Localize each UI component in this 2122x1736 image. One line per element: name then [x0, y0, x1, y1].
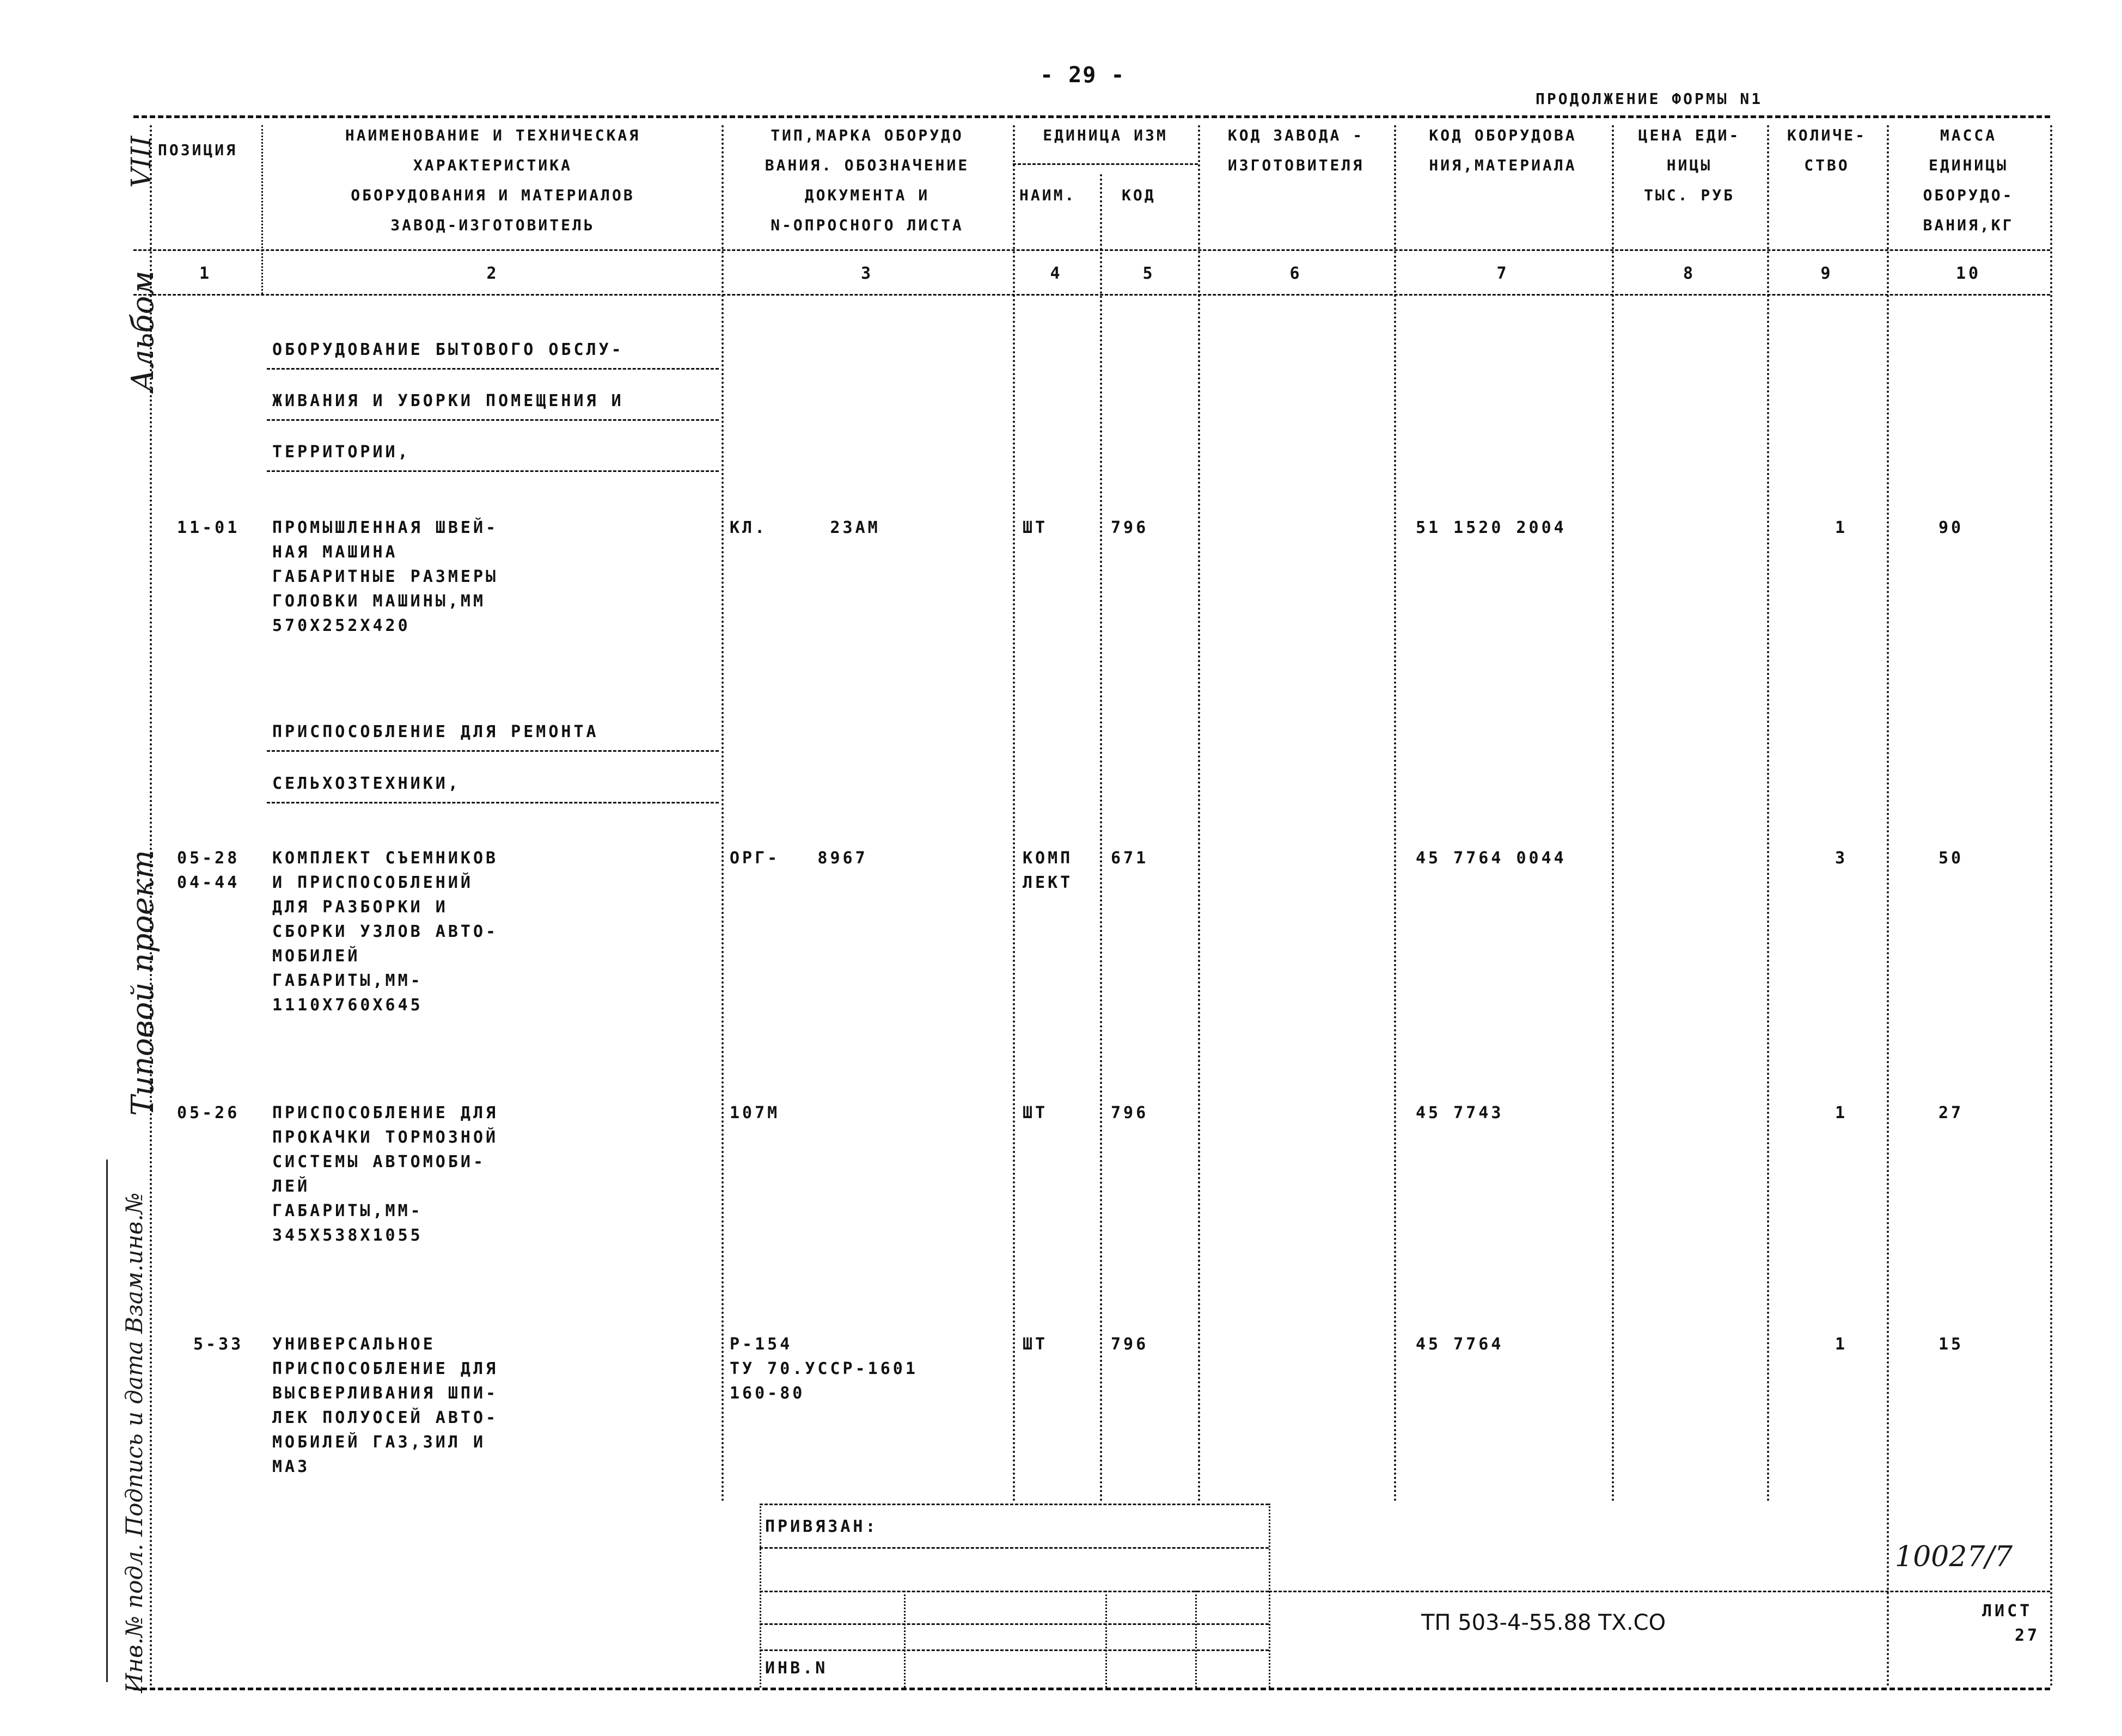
header-unit-code: КОД — [1122, 186, 1156, 204]
col-sep-6 — [1394, 125, 1396, 1502]
row-unit-code: 796 — [1111, 518, 1149, 537]
row-name-line: ВЫСВЕРЛИВАНИЯ ШПИ- — [272, 1384, 499, 1403]
row-name-line: СИСТЕМЫ АВТОМОБИ- — [272, 1152, 486, 1171]
col-sep-8 — [1767, 125, 1769, 1502]
column-number-4: 4 — [1050, 264, 1063, 283]
row-name-line: И ПРИСПОСОБЛЕНИЙ — [272, 873, 473, 892]
col-sep-9 — [1887, 125, 1889, 1688]
row-position: 05-28 — [177, 849, 240, 868]
row-unit-code: 796 — [1111, 1335, 1149, 1354]
column-number-3: 3 — [860, 264, 874, 283]
section-heading-line: ЖИВАНИЯ И УБОРКИ ПОМЕЩЕНИЯ И — [272, 391, 624, 410]
column-number-6: 6 — [1289, 264, 1302, 283]
row-name-line: ЛЕЙ — [272, 1177, 310, 1196]
row-name-line: ПРОКАЧКИ ТОРМОЗНОЙ — [272, 1128, 499, 1147]
row-equipment-code: 45 7743 — [1416, 1103, 1504, 1122]
row-name-line: 345Х538Х1055 — [272, 1226, 423, 1245]
header-unit-group: ЕДИНИЦА ИЗМ — [1043, 126, 1168, 144]
row-quantity: 1 — [1835, 1335, 1848, 1354]
row-unit-name: КОМП — [1023, 849, 1073, 868]
column-number-10: 10 — [1955, 264, 1982, 283]
header-unit-name: НАИМ. — [1019, 186, 1077, 204]
col-sep-1-head — [261, 125, 263, 294]
section-underline — [267, 419, 719, 421]
col-sep-5 — [1198, 125, 1200, 1502]
row-name-line: ГОЛОВКИ МАШИНЫ,ММ — [272, 592, 486, 611]
row-unit-code: 671 — [1111, 849, 1149, 868]
column-number-2: 2 — [486, 264, 499, 283]
header-mass-line3: ОБОРУДО- — [1923, 186, 2014, 204]
album-number: VIII — [125, 136, 157, 188]
header-manufacturer-line2: ИЗГОТОВИТЕЛЯ — [1227, 156, 1365, 174]
header-price-line1: ЦЕНА ЕДИ- — [1638, 126, 1741, 144]
row-type: 107М — [730, 1103, 780, 1122]
row-mass: 50 — [1938, 849, 1964, 868]
row-quantity: 1 — [1835, 518, 1848, 537]
row-type: Р-154 — [730, 1335, 793, 1354]
margin-stamp-border — [106, 1160, 108, 1682]
row-mass: 27 — [1938, 1103, 1964, 1122]
document-code: ТП 503-4-55.88 ТХ.СО — [1421, 1610, 1666, 1635]
col-sep-7 — [1612, 125, 1614, 1502]
header-name-line3: ОБОРУДОВАНИЯ И МАТЕРИАЛОВ — [351, 186, 635, 204]
inventory-stamp-label: Инв.№ подл. Подпись и дата Взам.инв.№ — [121, 1192, 148, 1693]
stamp-border — [1105, 1591, 1107, 1688]
stamp-border — [1269, 1504, 1270, 1688]
row-name-line: ПРОМЫШЛЕННАЯ ШВЕЙ- — [272, 518, 499, 537]
linked-label: ПРИВЯЗАН: — [765, 1517, 878, 1536]
row-position: 11-01 — [177, 518, 240, 537]
section-underline — [267, 802, 719, 803]
header-mass-line2: ЕДИНИЦЫ — [1928, 156, 2008, 174]
row-name-line: НАЯ МАШИНА — [272, 543, 398, 562]
header-mass-line4: ВАНИЯ,КГ — [1923, 216, 2014, 234]
row-name-line: ГАБАРИТЫ,ММ- — [272, 1201, 423, 1220]
row-name-line: ПРИСПОСОБЛЕНИЕ ДЛЯ — [272, 1103, 499, 1122]
table-bottom-border — [133, 1688, 2050, 1690]
row-unit-name: ШТ — [1023, 518, 1048, 537]
section-underline — [267, 470, 719, 472]
row-type: КЛ. 23АМ — [730, 518, 880, 537]
unit-subheader-border — [1013, 163, 1198, 165]
header-position: ПОЗИЦИЯ — [158, 141, 238, 159]
section-heading-line: СЕЛЬХОЗТЕХНИКИ, — [272, 774, 461, 793]
row-name-line: ГАБАРИТНЫЕ РАЗМЕРЫ — [272, 567, 499, 586]
column-number-1: 1 — [199, 264, 212, 283]
header-quantity-line1: КОЛИЧЕ- — [1787, 126, 1867, 144]
stamp-border — [760, 1504, 1269, 1505]
row-position: 04-44 — [177, 873, 240, 892]
column-numbers-border — [133, 294, 2050, 296]
row-name-line: МОБИЛЕЙ — [272, 947, 360, 966]
row-name-line: ГАБАРИТЫ,ММ- — [272, 971, 423, 990]
column-number-7: 7 — [1496, 264, 1509, 283]
header-type-line3: ДОКУМЕНТА И — [804, 186, 930, 204]
stamp-border — [760, 1547, 1269, 1549]
row-unit-code: 796 — [1111, 1103, 1149, 1122]
stamp-border — [904, 1591, 906, 1688]
stamp-border — [760, 1649, 1269, 1651]
row-equipment-code: 45 7764 — [1416, 1335, 1504, 1354]
col-sep-4 — [1100, 174, 1102, 1502]
stamp-border — [1195, 1591, 1197, 1688]
row-unit-name: ШТ — [1023, 1335, 1048, 1354]
inventory-label: ИНВ.N — [765, 1659, 828, 1678]
header-type-line2: ВАНИЯ. ОБОЗНАЧЕНИЕ — [765, 156, 970, 174]
section-underline — [267, 750, 719, 752]
row-name-line: ДЛЯ РАЗБОРКИ И — [272, 898, 448, 917]
header-type-line4: N-ОПРОСНОГО ЛИСТА — [770, 216, 964, 234]
header-equipment-code-line2: НИЯ,МАТЕРИАЛА — [1429, 156, 1577, 174]
row-name-line: УНИВЕРСАЛЬНОЕ — [272, 1335, 436, 1354]
header-name-line2: ХАРАКТЕРИСТИКА — [413, 156, 572, 174]
section-underline — [267, 368, 719, 370]
project-label: Типовой проект — [125, 850, 161, 1116]
section-heading-line: ПРИСПОСОБЛЕНИЕ ДЛЯ РЕМОНТА — [272, 722, 599, 741]
stamp-border — [760, 1504, 761, 1688]
header-price-line3: ТЫС. РУБ — [1644, 186, 1735, 204]
header-quantity-line2: СТВО — [1804, 156, 1850, 174]
header-mass-line1: МАССА — [1940, 126, 1997, 144]
header-price-line2: НИЦЫ — [1666, 156, 1713, 174]
row-type: ТУ 70.УССР-1601 — [730, 1359, 918, 1378]
header-type-line1: ТИП,МАРКА ОБОРУДО — [770, 126, 964, 144]
col-sep-2 — [721, 125, 724, 1502]
column-number-8: 8 — [1683, 264, 1696, 283]
continuation-label: ПРОДОЛЖЕНИЕ ФОРМЫ N1 — [1536, 90, 1763, 108]
row-name-line: СБОРКИ УЗЛОВ АВТО- — [272, 922, 499, 941]
table-top-border — [133, 115, 2050, 118]
header-name-line4: ЗАВОД-ИЗГОТОВИТЕЛЬ — [390, 216, 595, 234]
header-name-line1: НАИМЕНОВАНИЕ И ТЕХНИЧЕСКАЯ — [345, 126, 641, 144]
col-sep-3 — [1013, 125, 1015, 1502]
column-number-9: 9 — [1820, 264, 1833, 283]
row-name-line: МАЗ — [272, 1457, 310, 1476]
column-number-5: 5 — [1142, 264, 1155, 283]
row-unit-name: ШТ — [1023, 1103, 1048, 1122]
album-label: Альбом — [125, 271, 161, 392]
row-mass: 90 — [1938, 518, 1964, 537]
page-number: - 29 - — [1040, 63, 1126, 88]
row-position: 5-33 — [193, 1335, 244, 1354]
row-name-line: 570Х252Х420 — [272, 616, 411, 635]
sheet-label: ЛИСТ — [1982, 1602, 2033, 1621]
row-name-line: ЛЕК ПОЛУОСЕЙ АВТО- — [272, 1408, 499, 1427]
row-equipment-code: 51 1520 2004 — [1416, 518, 1567, 537]
row-equipment-code: 45 7764 0044 — [1416, 849, 1567, 868]
row-name-line: КОМПЛЕКТ СЪЕМНИКОВ — [272, 849, 499, 868]
col-sep-left — [150, 125, 152, 1688]
header-bottom-border — [133, 249, 2050, 251]
row-unit-name: ЛЕКТ — [1023, 873, 1073, 892]
header-manufacturer-line1: КОД ЗАВОДА - — [1227, 126, 1365, 144]
row-quantity: 3 — [1835, 849, 1848, 868]
section-heading-line: ТЕРРИТОРИИ, — [272, 443, 411, 462]
header-equipment-code-line1: КОД ОБОРУДОВА — [1429, 126, 1577, 144]
sheet-number: 27 — [2015, 1626, 2040, 1645]
row-mass: 15 — [1938, 1335, 1964, 1354]
stamp-border — [760, 1623, 1269, 1625]
row-quantity: 1 — [1835, 1103, 1848, 1122]
stamp-border — [1269, 1591, 2050, 1592]
row-position: 05-26 — [177, 1103, 240, 1122]
col-sep-right — [2050, 125, 2052, 1688]
row-name-line: МОБИЛЕЙ ГАЗ,ЗИЛ И — [272, 1433, 486, 1452]
section-heading-line: ОБОРУДОВАНИЕ БЫТОВОГО ОБСЛУ- — [272, 340, 624, 359]
row-type: 160-80 — [730, 1384, 805, 1403]
stamp-border — [760, 1591, 1269, 1592]
row-name-line: 1110Х760Х645 — [272, 996, 423, 1015]
row-name-line: ПРИСПОСОБЛЕНИЕ ДЛЯ — [272, 1359, 499, 1378]
row-type: ОРГ- 8967 — [730, 849, 868, 868]
order-number: 10027/7 — [1895, 1541, 2013, 1573]
